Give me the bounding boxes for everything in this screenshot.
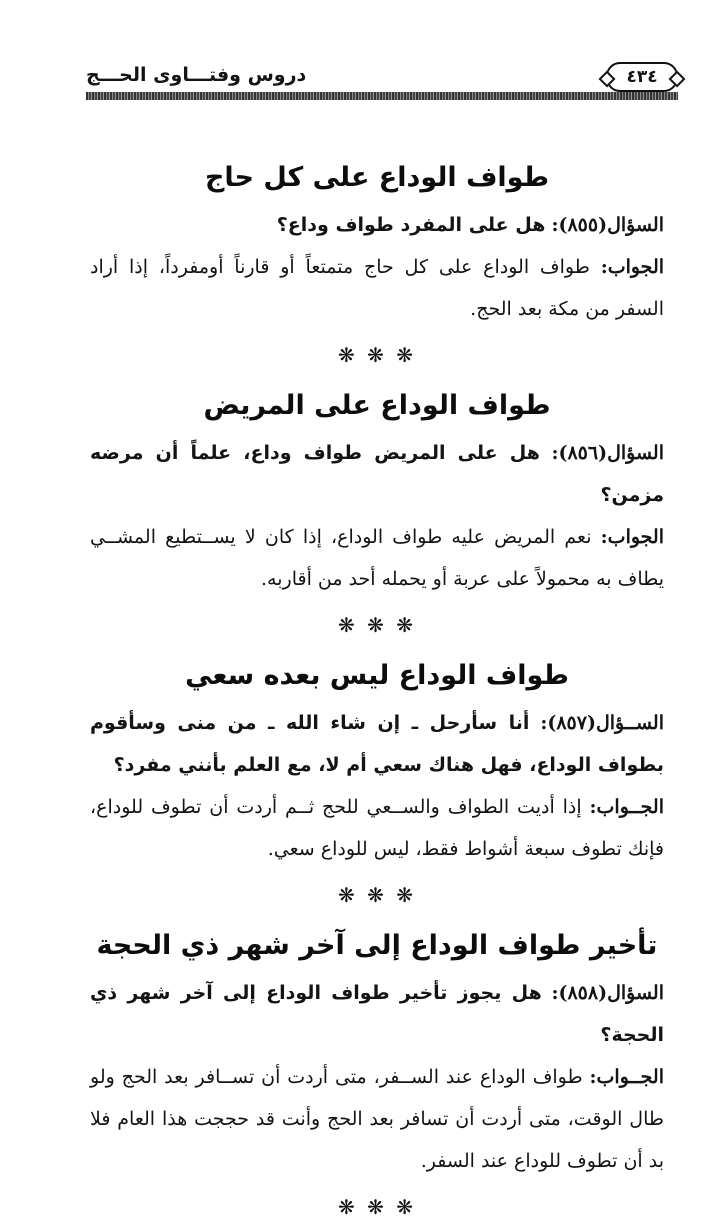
question-text: هل على المفرد طواف وداع؟	[276, 214, 546, 236]
answer-label: الجواب:	[600, 256, 665, 278]
answer-text: نعم المريض عليه طواف الوداع، إذا كان لا يســتطيع المشــي يطاف به محمولاً على عربة أو يحمله أحد من أقاربه.	[90, 526, 664, 590]
running-title: دروس وفتـــاوى الحـــج	[86, 64, 307, 86]
section-separator: ❋ ❋ ❋	[338, 883, 416, 907]
section-title: طواف الوداع على كل حاج	[204, 162, 550, 193]
answer-text: إذا أديت الطواف والســعي للحج ثــم أردت أن تطوف للوداع، فإنك تطوف سبعة أشواط فقط، ليس للوداع سعي.	[90, 796, 664, 860]
question	[90, 972, 664, 1056]
answer-label: الجــواب:	[589, 1066, 664, 1088]
section-title: طواف الوداع على المريض	[203, 390, 551, 421]
section-farewell-tawaf-no-sai	[90, 650, 664, 870]
question	[90, 702, 664, 786]
question-label: السؤال(٨٥٥):	[551, 214, 664, 236]
answer-text: طواف الوداع على كل حاج متمتعاً أو قارناً أومفرداً، إذا أراد السفر من مكة بعد الحج.	[90, 256, 664, 320]
section-title: طواف الوداع ليس بعده سعي	[185, 660, 569, 691]
section-separator: ❋ ❋ ❋	[338, 1195, 416, 1219]
page-number: ٤٣٤	[626, 67, 658, 87]
section-separator: ❋ ❋ ❋	[338, 343, 416, 367]
question	[90, 432, 664, 516]
header-rule	[86, 92, 678, 100]
answer	[90, 1056, 664, 1182]
question	[90, 204, 664, 246]
question-text: هل على المريض طواف وداع، علماً أن مرضه مزمن؟	[90, 442, 664, 506]
answer-text: طواف الوداع عند الســفر، متى أردت أن تســافر بعد الحج ولو طال الوقت، متى أردت أن تسافر بعد الحج وأنت قد حججت هذا العام فلا بد أن تطوف للوداع عند السفر.	[90, 1066, 664, 1172]
question-text: أنا سأرحل ـ إن شاء الله ـ من منى وسأقوم بطواف الوداع، فهل هناك سعي أم لا، مع العلم بأنني مفرد؟	[90, 712, 664, 776]
question-label: السؤال(٨٥٨):	[551, 982, 664, 1004]
question-text: هل يجوز تأخير طواف الوداع إلى آخر شهر ذي الحجة؟	[90, 982, 664, 1046]
section-farewell-tawaf-every-pilgrim	[90, 152, 664, 330]
section-separator: ❋ ❋ ❋	[338, 613, 416, 637]
section-title: تأخير طواف الوداع إلى آخر شهر ذي الحجة	[96, 930, 658, 961]
answer-label: الجواب:	[600, 526, 664, 548]
page-content	[90, 152, 664, 1232]
answer	[90, 516, 664, 600]
page-number-badge	[606, 62, 678, 92]
question-label: السؤال(٨٥٦):	[551, 442, 664, 464]
section-delay-farewell-tawaf	[90, 920, 664, 1182]
answer-label: الجــواب:	[589, 796, 664, 818]
question-label: الســؤال(٨٥٧):	[540, 712, 664, 734]
answer	[90, 786, 664, 870]
section-farewell-tawaf-sick	[90, 380, 664, 600]
answer	[90, 246, 664, 330]
